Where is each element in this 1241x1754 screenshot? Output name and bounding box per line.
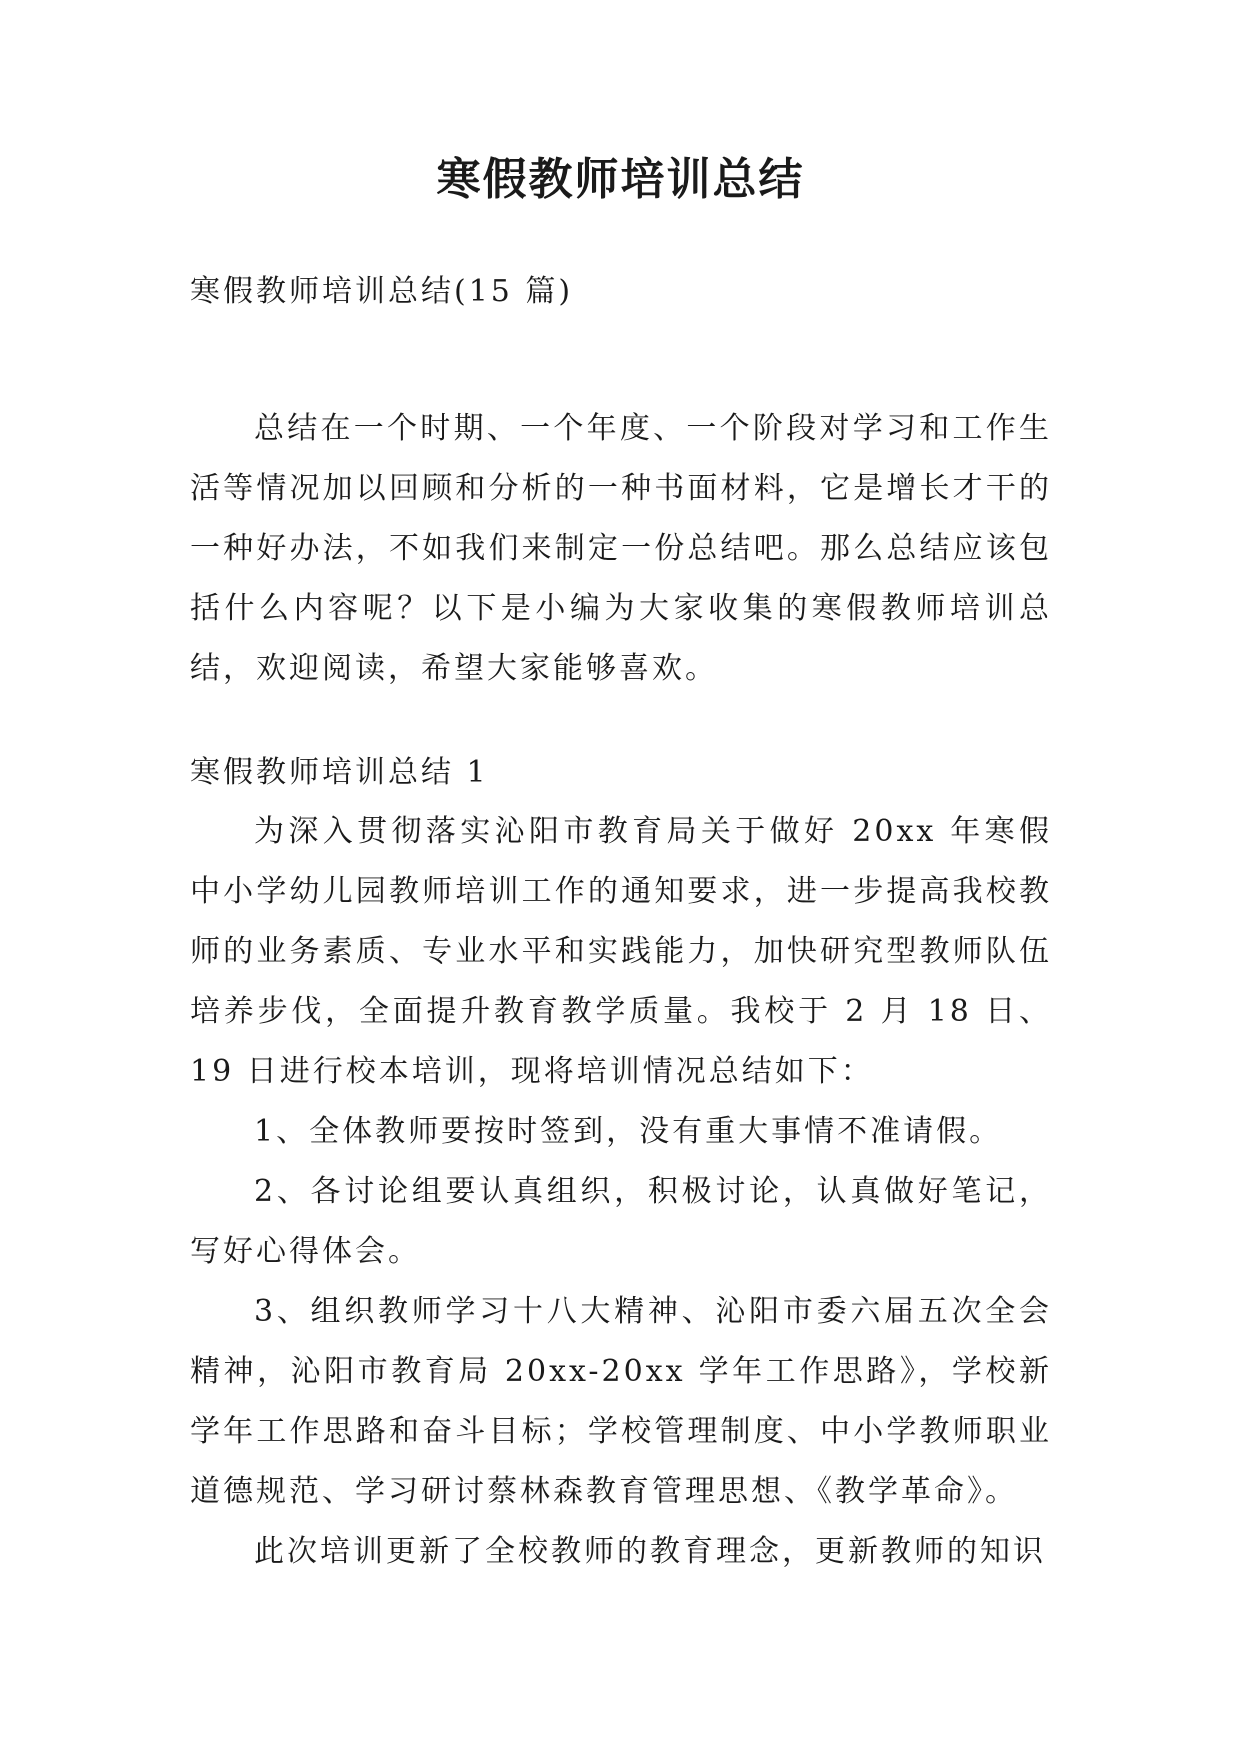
list-item: 1、全体教师要按时签到，没有重大事情不准请假。: [254, 1114, 1003, 1149]
document-subtitle: 寒假教师培训总结(15 篇): [190, 274, 574, 309]
list-item: 2、各讨论组要认真组织，积极讨论，认真做好笔记，写好心得体会。: [190, 1174, 1052, 1269]
section-body: [190, 802, 1052, 1582]
section-paragraph: 此次培训更新了全校教师的教育理念，更新教师的知识: [254, 1534, 1046, 1569]
intro-paragraph: 总结在一个时期、一个年度、一个阶段对学习和工作生活等情况加以回顾和分析的一种书面材料，它是增长才干的一种好办法，不如我们来制定一份总结吧。那么总结应该包括什么内容呢？以下是小编为大家收集的寒假教师培训总结，欢迎阅读，希望大家能够喜欢。: [190, 411, 1052, 686]
list-item: 3、组织教师学习十八大精神、沁阳市委六届五次全会精神，沁阳市教育局 20xx-20xx 学年工作思路》，学校新学年工作思路和奋斗目标；学校管理制度、中小学教师职业道德规范、学习研讨蔡林森教育管理思想、《教学革命》。: [190, 1294, 1052, 1509]
section-heading: 寒假教师培训总结 1: [190, 755, 489, 790]
section-paragraph: 为深入贯彻落实沁阳市教育局关于做好 20xx 年寒假中小学幼儿园教师培训工作的通知要求，进一步提高我校教师的业务素质、专业水平和实践能力，加快研究型教师队伍培养步伐，全面提升教育教学质量。我校于 2 月 18 日、19 日进行校本培训，现将培训情况总结如下：: [190, 814, 1052, 1089]
document-title: 寒假教师培训总结: [436, 154, 805, 205]
